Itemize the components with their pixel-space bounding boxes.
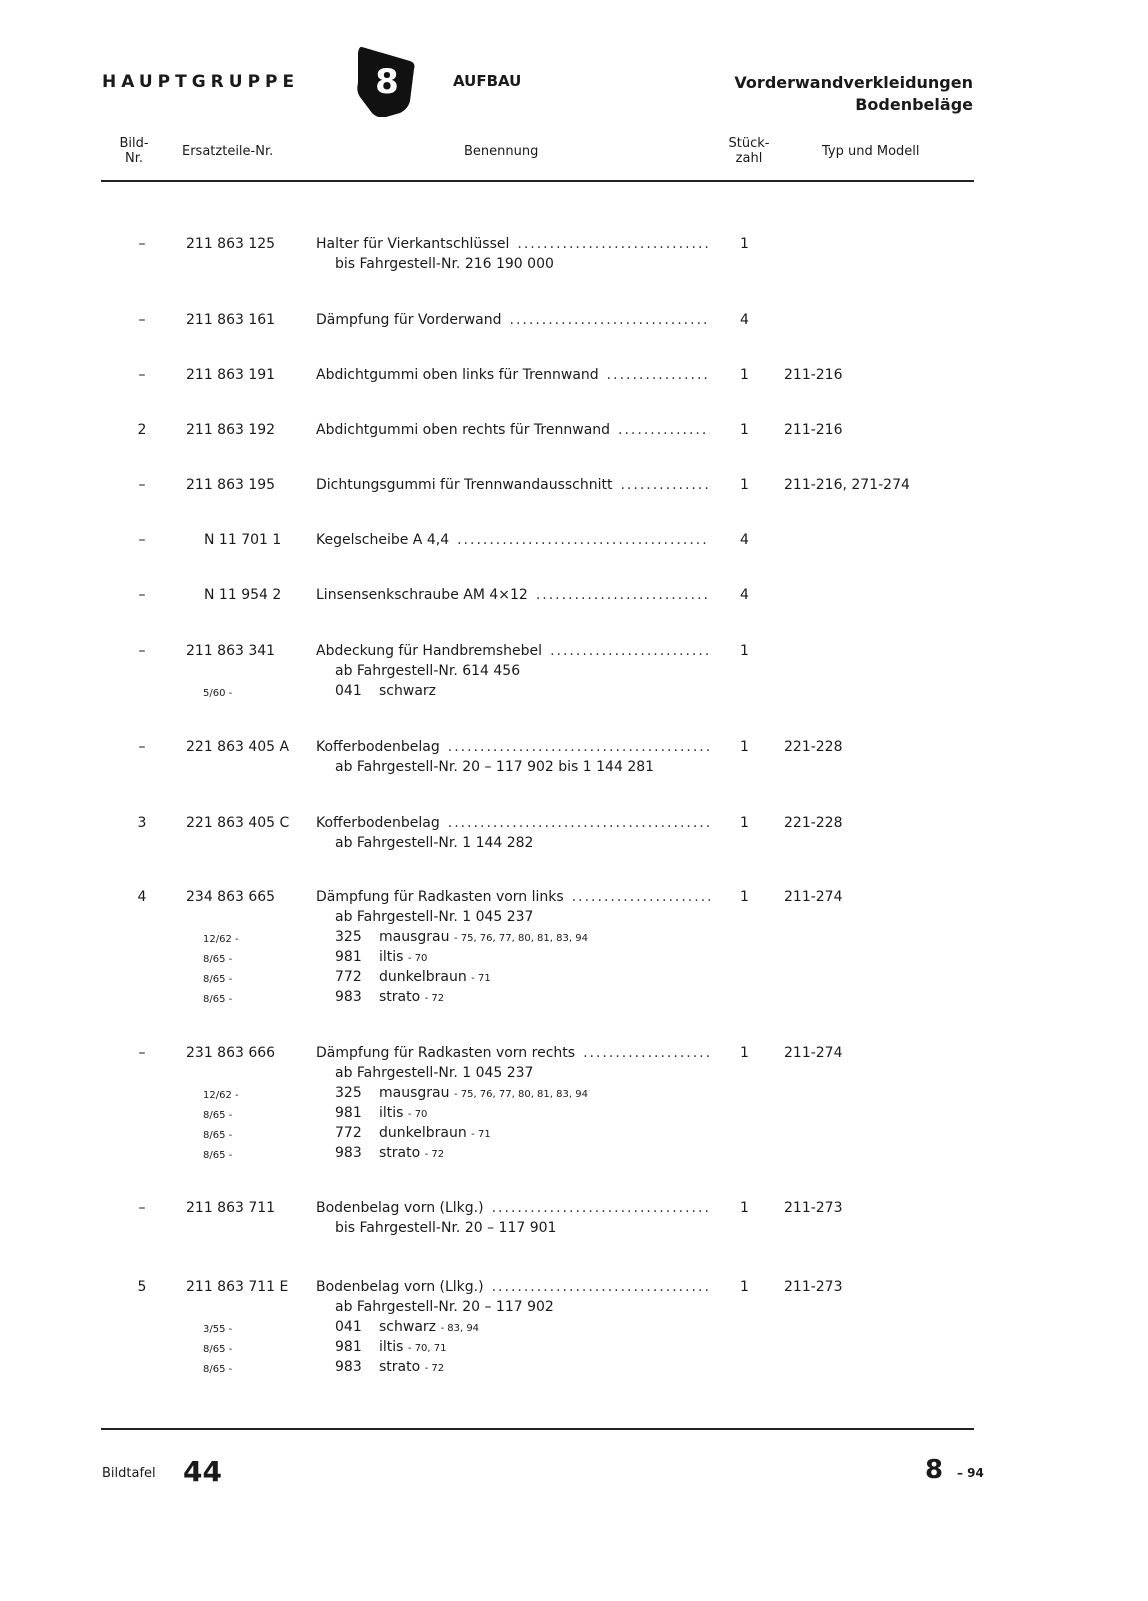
quantity: 1 (740, 1279, 749, 1295)
bild-nr: 4 (137, 889, 147, 905)
bildtafel-label: Bildtafel (102, 1466, 156, 1481)
col-header-bild (114, 136, 154, 166)
col-header-qty (722, 136, 776, 166)
part-name: Halter für Vierkantschlüssel (316, 236, 510, 252)
dot-leader (583, 1043, 710, 1063)
part-description (316, 234, 710, 254)
part-number: N 11 701 1 (204, 532, 282, 548)
color-model-note: - 72 (424, 993, 445, 1004)
part-description (316, 1277, 710, 1297)
color-model-note: - 70, 71 (407, 1343, 447, 1354)
bild-nr: – (138, 1200, 146, 1216)
part-name: Bodenbelag vorn (Llkg.) (316, 1200, 484, 1216)
part-number: 211 863 711 (186, 1200, 276, 1216)
part-description (316, 475, 710, 495)
part-description (316, 310, 710, 330)
quantity: 1 (740, 477, 749, 493)
color-code: 981 (335, 1339, 362, 1355)
dot-leader (572, 887, 710, 907)
variant-line (335, 1103, 427, 1125)
bild-nr: – (138, 312, 146, 328)
bild-nr: – (138, 739, 146, 755)
col-header-qty-line2: zahl (735, 151, 763, 166)
dot-leader (618, 420, 710, 440)
part-description (316, 641, 710, 661)
part-name: Dämpfung für Vorderwand (316, 312, 502, 328)
part-number: 234 863 665 (186, 889, 276, 905)
part-description (316, 813, 710, 833)
part-number: 221 863 405 C (186, 815, 290, 831)
color-model-note: - 70 (407, 953, 428, 964)
header-rule (101, 180, 974, 182)
color-name: iltis (379, 1105, 404, 1121)
variant-date: 8/65 - (203, 1110, 233, 1121)
part-name: Kofferbodenbelag (316, 739, 440, 755)
col-header-bild-line1: Bild- (119, 136, 149, 151)
bild-nr: 2 (137, 422, 147, 438)
color-name: mausgrau (379, 1085, 450, 1101)
dot-leader (492, 1277, 710, 1297)
dot-leader (492, 1198, 710, 1218)
color-name: mausgrau (379, 929, 450, 945)
color-name: strato (379, 989, 421, 1005)
dot-leader (510, 310, 710, 330)
quantity: 1 (740, 815, 749, 831)
dot-leader (536, 585, 710, 605)
quantity: 1 (740, 739, 749, 755)
quantity: 1 (740, 236, 749, 252)
part-name: Linsensenkschraube AM 4×12 (316, 587, 528, 603)
variant-date: 8/65 - (203, 1130, 233, 1141)
model-range: 211-216 (784, 422, 843, 438)
quantity: 4 (740, 312, 749, 328)
col-header-qty-line1: Stück- (728, 136, 770, 151)
part-description (316, 887, 710, 907)
color-model-note: - 75, 76, 77, 80, 81, 83, 94 (453, 1089, 588, 1100)
color-code: 041 (335, 683, 362, 699)
model-range: 211-273 (784, 1279, 843, 1295)
variant-line (335, 1317, 479, 1339)
part-number: 211 863 191 (186, 367, 276, 383)
part-name: Kofferbodenbelag (316, 815, 440, 831)
variant-line (335, 1083, 588, 1105)
group-name: AUFBAU (453, 72, 522, 90)
part-name: Abdeckung für Handbremshebel (316, 643, 543, 659)
variant-date: 3/55 - (203, 1324, 233, 1335)
bild-nr: – (138, 1045, 146, 1061)
variant-date: 12/62 - (203, 934, 239, 945)
chassis-note: bis Fahrgestell-Nr. 216 190 000 (335, 256, 554, 272)
part-number: 211 863 195 (186, 477, 276, 493)
quantity: 1 (740, 1200, 749, 1216)
part-number: N 11 954 2 (204, 587, 282, 603)
color-code: 325 (335, 929, 362, 945)
quantity: 1 (740, 422, 749, 438)
chassis-note: ab Fahrgestell-Nr. 1 045 237 (335, 909, 534, 925)
dot-leader (517, 234, 710, 254)
variant-date: 8/65 - (203, 994, 233, 1005)
part-description (316, 1043, 710, 1063)
color-code: 772 (335, 1125, 362, 1141)
color-model-note: - 75, 76, 77, 80, 81, 83, 94 (453, 933, 588, 944)
dot-leader (448, 737, 710, 757)
variant-line (335, 1337, 447, 1359)
color-code: 983 (335, 989, 362, 1005)
part-number: 211 863 125 (186, 236, 276, 252)
color-name: iltis (379, 949, 404, 965)
chassis-note: ab Fahrgestell-Nr. 20 – 117 902 (335, 1299, 554, 1315)
part-description (316, 737, 710, 757)
model-range: 211-216 (784, 367, 843, 383)
variant-date: 8/65 - (203, 1150, 233, 1161)
model-range: 211-273 (784, 1200, 843, 1216)
part-description (316, 420, 710, 440)
col-header-bild-line2: Nr. (124, 151, 143, 166)
bild-nr: – (138, 643, 146, 659)
part-description (316, 530, 710, 550)
variant-date: 12/62 - (203, 1090, 239, 1101)
color-name: iltis (379, 1339, 404, 1355)
chassis-note: ab Fahrgestell-Nr. 20 – 117 902 bis 1 144 281 (335, 759, 655, 775)
part-name: Dichtungsgummi für Trennwandausschnitt (316, 477, 613, 493)
col-header-model: Typ und Modell (822, 144, 920, 159)
bild-nr: – (138, 236, 146, 252)
bildtafel-number: 44 (183, 1455, 222, 1488)
color-name: strato (379, 1145, 421, 1161)
bild-nr: 3 (137, 815, 147, 831)
color-code: 325 (335, 1085, 362, 1101)
group-number: 8 (375, 62, 399, 102)
quantity: 4 (740, 587, 749, 603)
model-range: 211-274 (784, 1045, 843, 1061)
chassis-note: ab Fahrgestell-Nr. 1 144 282 (335, 835, 534, 851)
bild-nr: – (138, 367, 146, 383)
variant-line (335, 987, 444, 1009)
col-header-name: Benennung (464, 144, 539, 159)
model-range: 221-228 (784, 739, 843, 755)
color-code: 983 (335, 1145, 362, 1161)
part-number: 221 863 405 A (186, 739, 290, 755)
variant-date: 8/65 - (203, 1344, 233, 1355)
part-description (316, 1198, 710, 1218)
col-header-part: Ersatzteile-Nr. (182, 144, 274, 159)
page-number: 8 (925, 1455, 944, 1485)
color-code: 981 (335, 949, 362, 965)
dot-leader (448, 813, 710, 833)
part-name: Abdichtgummi oben rechts für Trennwand (316, 422, 611, 438)
bild-nr: – (138, 477, 146, 493)
page-subnumber: – 94 (957, 1466, 984, 1480)
color-model-note: - 71 (471, 973, 491, 984)
part-number: 211 863 711 E (186, 1279, 289, 1295)
variant-line (335, 1357, 444, 1379)
part-name: Abdichtgummi oben links für Trennwand (316, 367, 599, 383)
model-range: 211-216, 271-274 (784, 477, 910, 493)
bild-nr: – (138, 587, 146, 603)
color-code: 772 (335, 969, 362, 985)
variant-date: 5/60 - (203, 688, 233, 699)
chassis-note: ab Fahrgestell-Nr. 614 456 (335, 663, 521, 679)
quantity: 1 (740, 367, 749, 383)
dot-leader (607, 365, 710, 385)
chassis-note: bis Fahrgestell-Nr. 20 – 117 901 (335, 1220, 557, 1236)
part-number: 231 863 666 (186, 1045, 276, 1061)
footer-rule (101, 1428, 974, 1430)
color-name: schwarz (379, 1319, 436, 1335)
color-model-note: - 71 (471, 1129, 491, 1140)
color-name: dunkelbraun (379, 1125, 467, 1141)
bild-nr: 5 (137, 1279, 147, 1295)
color-name: strato (379, 1359, 421, 1375)
variant-line (335, 1123, 491, 1145)
section-title-line1: Vorderwandverkleidungen (734, 73, 973, 92)
dot-leader (457, 530, 710, 550)
quantity: 1 (740, 1045, 749, 1061)
group-badge-icon (356, 43, 416, 117)
model-range: 211-274 (784, 889, 843, 905)
part-number: 211 863 341 (186, 643, 276, 659)
quantity: 4 (740, 532, 749, 548)
variant-line (335, 927, 588, 949)
color-name: schwarz (379, 683, 436, 699)
chassis-note: ab Fahrgestell-Nr. 1 045 237 (335, 1065, 534, 1081)
variant-line (335, 967, 491, 989)
variant-line (335, 681, 436, 703)
color-model-note: - 72 (424, 1149, 445, 1160)
bild-nr: – (138, 532, 146, 548)
color-model-note: - 72 (424, 1363, 445, 1374)
section-title-line2: Bodenbeläge (855, 95, 973, 114)
part-number: 211 863 192 (186, 422, 276, 438)
color-model-note: - 83, 94 (440, 1323, 480, 1334)
variant-line (335, 1143, 444, 1165)
hauptgruppe-label: HAUPTGRUPPE (102, 72, 300, 92)
part-name: Dämpfung für Radkasten vorn rechts (316, 1045, 576, 1061)
variant-date: 8/65 - (203, 1364, 233, 1375)
part-name: Dämpfung für Radkasten vorn links (316, 889, 564, 905)
color-model-note: - 70 (407, 1109, 428, 1120)
dot-leader (550, 641, 710, 661)
color-code: 983 (335, 1359, 362, 1375)
color-name: dunkelbraun (379, 969, 467, 985)
part-description (316, 365, 710, 385)
quantity: 1 (740, 643, 749, 659)
variant-line (335, 947, 427, 969)
variant-date: 8/65 - (203, 974, 233, 985)
color-code: 041 (335, 1319, 362, 1335)
part-number: 211 863 161 (186, 312, 276, 328)
part-name: Kegelscheibe A 4,4 (316, 532, 450, 548)
quantity: 1 (740, 889, 749, 905)
part-description (316, 585, 710, 605)
dot-leader (620, 475, 710, 495)
model-range: 221-228 (784, 815, 843, 831)
variant-date: 8/65 - (203, 954, 233, 965)
color-code: 981 (335, 1105, 362, 1121)
part-name: Bodenbelag vorn (Llkg.) (316, 1279, 484, 1295)
